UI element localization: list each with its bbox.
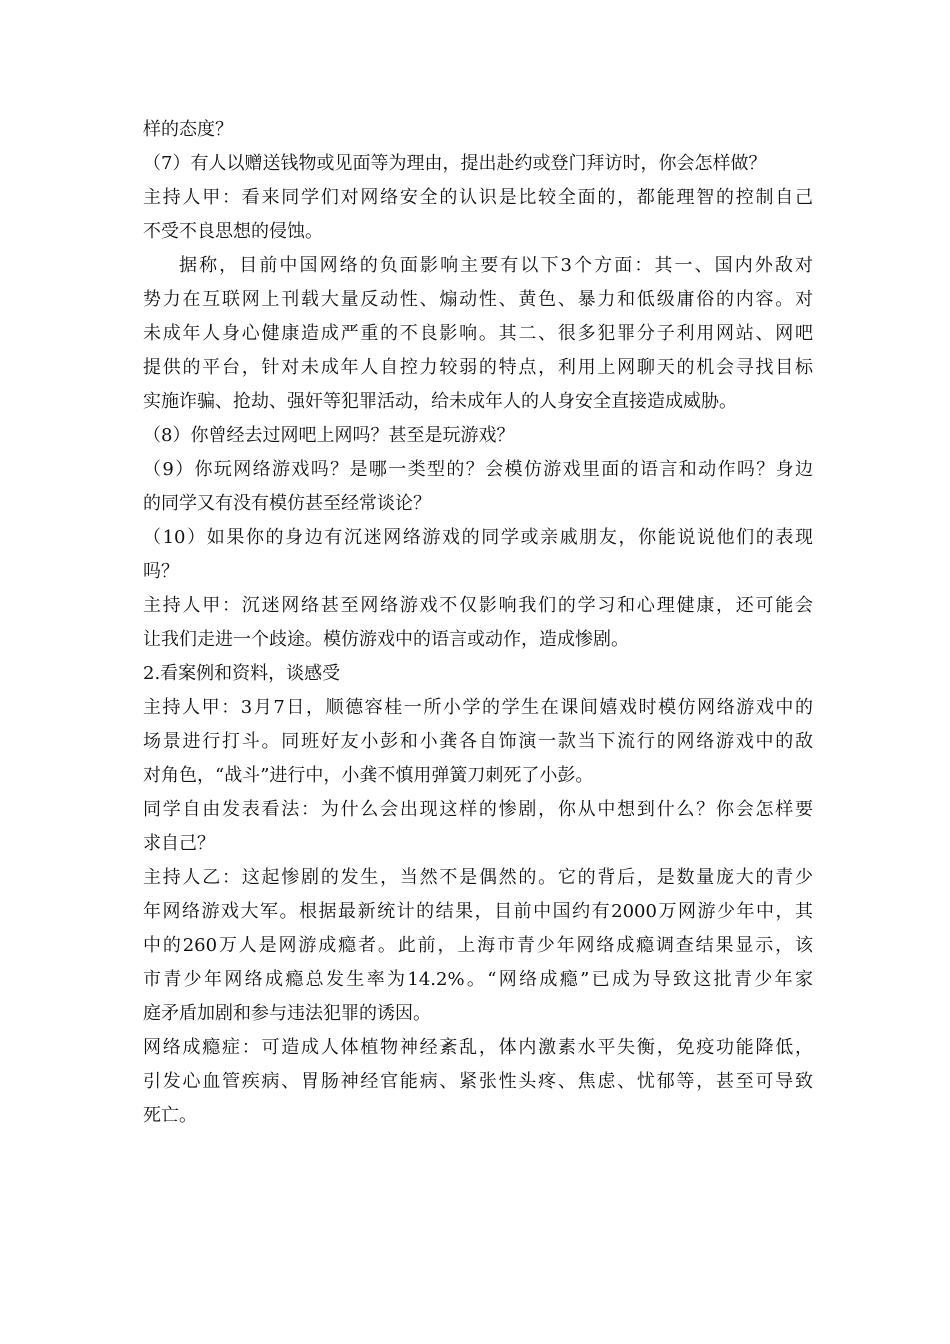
host-b-remark: 主持人乙：这起惨剧的发生，当然不是偶然的。它的背后，是数量庞大的青少	[143, 867, 813, 888]
question-8: （8）你曾经去过网吧上网吗？甚至是玩游戏？	[143, 425, 515, 446]
discussion-prompt: 同学自由发表看法：为什么会出现这样的惨剧，你从中想到什么？你会怎样要	[143, 799, 813, 820]
text-line: 场景进行打斗。同班好友小彭和小龚各自饰演一款当下流行的网络游戏中的敌	[143, 731, 813, 752]
text-line: 实施诈骗、抢劫、强奸等犯罪活动，给未成年人的人身安全直接造成威胁。	[143, 391, 737, 412]
question-7: （7）有人以赠送钱物或见面等为理由，提出赴约或登门拜访时，你会怎样做？	[143, 153, 767, 174]
text-line: 让我们走进一个歧途。模仿游戏中的语言或动作，造成惨剧。	[143, 629, 629, 650]
host-a-case: 主持人甲：3月7日，顺德容桂一所小学的学生在课间嬉戏时模仿网络游戏中的	[143, 697, 813, 718]
text-line: 求自己？	[143, 833, 215, 854]
text-line: 的同学又有没有模仿甚至经常谈论？	[143, 493, 431, 514]
text-line: 势力在互联网上刊载大量反动性、煽动性、黄色、暴力和低级庸俗的内容。对	[143, 289, 813, 310]
text-line: 吗？	[143, 561, 179, 582]
paragraph-first-line: 据称，目前中国网络的负面影响主要有以下3个方面：其一、国内外敌对	[179, 255, 813, 276]
section-heading: 2.看案例和资料，谈感受	[143, 663, 341, 684]
question-9: （9）你玩网络游戏吗？是哪一类型的？会模仿游戏里面的语言和动作吗？身边	[143, 459, 813, 480]
text-line: 死亡。	[143, 1105, 197, 1126]
text-line: 样的态度？	[143, 119, 233, 140]
host-a-remark: 主持人甲：沉迷网络甚至网络游戏不仅影响我们的学习和心理健康，还可能会	[143, 595, 813, 616]
text-line: 对角色，“战斗”进行中，小龚不慎用弹簧刀刺死了小彭。	[143, 765, 594, 786]
text-line: 未成年人身心健康造成严重的不良影响。其二、很多犯罪分子利用网站、网吧	[143, 323, 813, 344]
text-line: 庭矛盾加剧和参与违法犯罪的诱因。	[143, 1003, 431, 1024]
addiction-definition: 网络成瘾症：可造成人体植物神经紊乱，体内激素水平失衡，免疫功能降低，	[143, 1037, 813, 1058]
text-line: 市青少年网络成瘾总发生率为14.2%。“网络成瘾”已成为导致这批青少年家	[143, 969, 813, 990]
text-line: 不受不良思想的侵蚀。	[143, 221, 323, 242]
text-line: 年网络游戏大军。根据最新统计的结果，目前中国约有2000万网游少年中，其	[143, 901, 813, 922]
document-body	[143, 113, 813, 1133]
host-a-remark: 主持人甲：看来同学们对网络安全的认识是比较全面的，都能理智的控制自己	[143, 187, 813, 208]
text-line: 中的260万人是网游成瘾者。此前，上海市青少年网络成瘾调查结果显示，该	[143, 935, 813, 956]
question-10: （10）如果你的身边有沉迷网络游戏的同学或亲戚朋友，你能说说他们的表现	[143, 527, 813, 548]
text-line: 提供的平台，针对未成年人自控力较弱的特点，利用上网聊天的机会寻找目标	[143, 357, 813, 378]
text-line: 引发心血管疾病、胃肠神经官能病、紧张性头疼、焦虑、忧郁等，甚至可导致	[143, 1071, 813, 1092]
